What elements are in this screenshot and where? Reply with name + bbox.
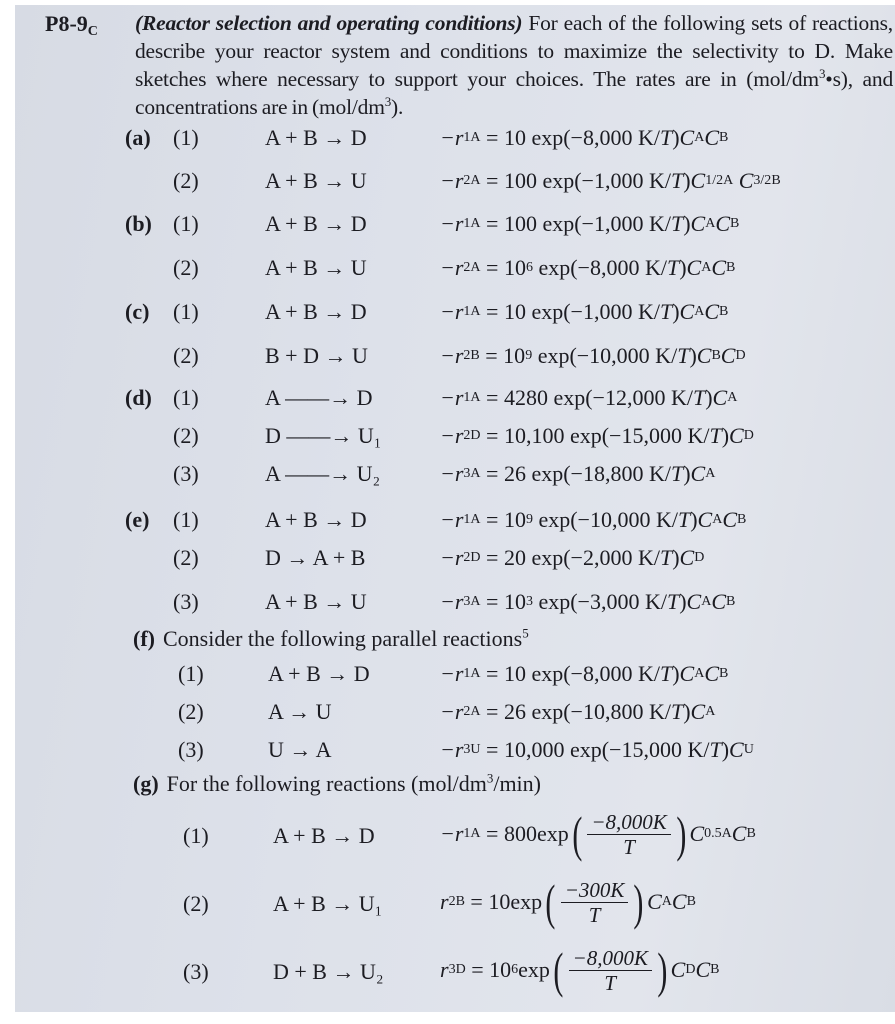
rate-term: −r [440, 737, 464, 762]
rate-term: 9 [525, 348, 533, 363]
problem-number: P8-9 [45, 11, 88, 36]
rate-term: = 10 [480, 255, 526, 280]
rate-term: ) [683, 211, 691, 236]
rate-term: C [690, 168, 706, 193]
reaction-equation: A + B → D [273, 823, 375, 848]
rate-term: 2D [463, 550, 481, 565]
rate-term: D [743, 428, 754, 443]
reaction-number: (2) [173, 423, 199, 448]
rate-term: C [731, 821, 747, 846]
reaction-number: (2) [173, 168, 199, 193]
rate-term: A [694, 666, 705, 681]
rate-term: −r [440, 423, 464, 448]
part-label: (d) [125, 385, 152, 410]
rate-term: = 10 exp(−8,000 K/ [480, 125, 660, 150]
rate-term: 3U [463, 742, 481, 757]
rate-law [440, 589, 735, 615]
rate-term: 6 [525, 260, 533, 275]
rate-term: B [726, 260, 736, 275]
reaction-equation: A + B → U₁ [273, 891, 383, 916]
fraction-denominator: T [623, 834, 635, 859]
rate-term: T [677, 343, 690, 368]
reaction-number: (2) [173, 545, 199, 570]
reaction-number: (1) [178, 661, 204, 686]
rate-term: 1A [463, 666, 481, 681]
rate-term: C [679, 545, 695, 570]
rate-term: C [697, 507, 713, 532]
rate-term: T [709, 737, 722, 762]
rate-term: A [727, 390, 738, 405]
rate-term: = 10 exp(−1,000 K/ [480, 299, 660, 324]
reaction-equation: U → A [268, 737, 332, 762]
rate-law [440, 168, 781, 194]
rate-term: ) [683, 699, 691, 724]
rate-term: ) [683, 461, 691, 486]
parenthesis: ) [633, 874, 644, 930]
rate-term: exp(−8,000 K/ [532, 255, 667, 280]
rate-term: = 4280 exp(−12,000 K/ [480, 385, 693, 410]
rate-term: T [670, 168, 684, 193]
parenthesis: ( [553, 942, 564, 998]
part-label: (b) [125, 211, 152, 236]
rate-term: C [720, 343, 736, 368]
reaction-equation: A ——→ D [265, 385, 373, 410]
rate-term: = 10,000 exp(−15,000 K/ [480, 737, 710, 762]
problem-intro [135, 9, 893, 121]
reaction-number: (1) [173, 385, 199, 410]
rate-term: 1A [463, 390, 481, 405]
rate-term: A [723, 173, 734, 188]
rate-term: 1A [463, 826, 481, 841]
rate-term: exp(−10,000 K/ [532, 343, 678, 368]
rate-term: C [712, 385, 728, 410]
rate-term: ) [672, 299, 680, 324]
rate-law [440, 699, 715, 725]
rate-term: B [730, 216, 740, 231]
rate-term: 2A [463, 173, 481, 188]
part-text: /min) [493, 771, 541, 796]
rate-term: ) [690, 507, 698, 532]
rate-term: T [659, 125, 673, 150]
intro-text: •s), and concentrations are in (mol/dm [135, 67, 894, 119]
fraction-numerator: −8,000K [569, 946, 652, 971]
reaction-equation: B + D → U [265, 343, 368, 368]
rate-term: C [729, 737, 744, 762]
reaction-number: (3) [173, 461, 199, 486]
reaction-number: (2) [173, 343, 199, 368]
reaction-number: (2) [183, 891, 209, 916]
rate-term: −r [440, 461, 464, 486]
rate-term: = 26 exp(−10,800 K/ [480, 699, 671, 724]
rate-term: −r [440, 211, 464, 236]
intro-sup: 3 [818, 65, 826, 81]
rate-term: B [737, 512, 747, 527]
reaction-number: (1) [173, 299, 199, 324]
rate-term: A [701, 260, 712, 275]
rate-term: T [666, 255, 680, 280]
rate-term: A [705, 216, 716, 231]
reaction-number: (3) [178, 737, 204, 762]
fraction [569, 946, 652, 995]
reaction-equation: A + B → D [265, 211, 367, 236]
rate-term: A [694, 130, 705, 145]
reaction-number: (2) [178, 699, 204, 724]
rate-term: A [694, 304, 705, 319]
rate-term: 3/2 [753, 173, 772, 188]
rate-term: ) [721, 737, 730, 762]
footnote-ref: 5 [522, 625, 529, 641]
reaction-number: (1) [173, 211, 199, 236]
rate-term: C [686, 589, 702, 614]
intro-text: For each of the following sets of reactions, describe your reactor system and conditions to maximize the selectivity to D. Make sketches where necessary to support your choices. The rates are in (mol/dm [135, 11, 893, 91]
rate-law [440, 211, 739, 237]
reaction-equation: A → U [268, 699, 332, 724]
rate-term: 3A [463, 466, 481, 481]
reaction-number: (2) [173, 255, 199, 280]
part-label: (e) [125, 507, 150, 532]
part-label: (g) [133, 771, 159, 796]
rate-term: exp(−3,000 K/ [532, 589, 667, 614]
rate-term: C [690, 461, 706, 486]
rate-term: 1A [463, 216, 481, 231]
rate-term: C [679, 299, 695, 324]
rate-term: −r [440, 299, 464, 324]
rate-term: 2A [463, 260, 481, 275]
part-g-heading [133, 771, 541, 797]
rate-term: −r [440, 168, 464, 193]
rate-term: 9 [525, 512, 533, 527]
rate-term: C [679, 125, 695, 150]
rate-term: A [661, 894, 672, 909]
parenthesis: ) [676, 806, 687, 862]
rate-term: = 100 exp(−1,000 K/ [480, 168, 671, 193]
rate-term: r [440, 889, 449, 914]
rate-term: ) [679, 255, 687, 280]
difficulty-level: C [87, 24, 98, 39]
rate-term: C [671, 889, 687, 914]
reaction-number: (3) [183, 959, 209, 984]
reaction-equation: D → A + B [265, 545, 366, 570]
rate-term: = 100 exp(−1,000 K/ [480, 211, 671, 236]
rate-term: T [659, 661, 673, 686]
rate-law [440, 874, 696, 930]
rate-term: C [722, 507, 738, 532]
reaction-equation: D + B → U₂ [273, 959, 384, 984]
fraction-numerator: −300K [561, 878, 629, 903]
rate-term: ) [672, 125, 680, 150]
rate-term: T [666, 589, 680, 614]
reaction-number: (1) [183, 823, 209, 848]
part-label: (c) [125, 299, 150, 324]
rate-law [440, 661, 728, 687]
rate-term: B [719, 666, 729, 681]
reaction-equation: A + B → D [265, 125, 367, 150]
rate-term: −r [440, 545, 464, 570]
rate-term: C [695, 957, 711, 982]
rate-term: −r [440, 343, 464, 368]
rate-term: C [686, 255, 702, 280]
rate-term: 2B [463, 348, 480, 363]
rate-term: −r [440, 507, 464, 532]
part-label: (f) [133, 626, 155, 651]
rate-term: U [743, 742, 754, 757]
rate-term: 3 [525, 594, 533, 609]
rate-term: −r [440, 821, 464, 846]
rate-term: T [692, 385, 706, 410]
rate-term: ) [679, 589, 687, 614]
part-text: For the following reactions (mol/dm [166, 771, 487, 796]
rate-term: C [733, 168, 754, 193]
rate-law [440, 255, 735, 281]
rate-term: T [709, 423, 722, 448]
rate-term: A [721, 826, 732, 841]
parenthesis: ) [657, 942, 668, 998]
rate-term: ) [689, 343, 697, 368]
rate-law [440, 545, 704, 571]
textbook-page [15, 5, 895, 1012]
rate-term: B [710, 962, 720, 977]
reaction-equation: A + B → U [265, 255, 367, 280]
problem-id [45, 11, 98, 40]
rate-term: T [659, 299, 673, 324]
rate-term: B [719, 304, 729, 319]
rate-law [440, 423, 754, 449]
rate-term: B [719, 130, 729, 145]
rate-term: 1A [463, 130, 481, 145]
rate-term: T [670, 211, 684, 236]
part-f-heading [133, 626, 529, 652]
rate-law [440, 299, 728, 325]
fraction [587, 810, 670, 859]
rate-law [440, 343, 746, 369]
rate-term: C [690, 211, 706, 236]
reaction-equation: A + B → U [265, 589, 367, 614]
rate-term: T [677, 507, 691, 532]
rate-law [440, 125, 728, 151]
reaction-number: (3) [173, 589, 199, 614]
rate-term: 1A [463, 512, 481, 527]
reaction-number: (1) [173, 125, 199, 150]
problem-title: (Reactor selection and operating conditions) [135, 11, 523, 35]
fraction [561, 878, 629, 927]
part-label: (a) [125, 125, 151, 150]
rate-term: ) [672, 661, 680, 686]
rate-law [440, 507, 746, 533]
rate-term: −r [440, 125, 464, 150]
rate-law [440, 737, 754, 763]
reaction-equation: A + B → D [265, 507, 367, 532]
rate-term: exp(−10,000 K/ [532, 507, 678, 532]
rate-term: r [440, 957, 449, 982]
rate-term: ) [721, 423, 730, 448]
rate-term: A [705, 704, 716, 719]
reaction-number: (1) [173, 507, 199, 532]
rate-term: ) [683, 168, 691, 193]
part-text: Consider the following parallel reactions [162, 626, 523, 651]
rate-term: exp [518, 957, 550, 982]
fraction-denominator: T [604, 970, 617, 995]
rate-term: 0.5 [704, 826, 722, 841]
reaction-equation: A + B → D [265, 299, 367, 324]
rate-term: = 10 [479, 343, 526, 368]
rate-term: C [690, 699, 706, 724]
rate-term: C [689, 821, 705, 846]
rate-term: ) [672, 545, 680, 570]
rate-term: = 10,100 exp(−15,000 K/ [480, 423, 710, 448]
rate-term: T [670, 461, 684, 486]
rate-term: C [715, 211, 731, 236]
rate-term: = 10 [480, 507, 526, 532]
intro-text: ). [391, 95, 404, 119]
reaction-equation: A + B → U [265, 168, 367, 193]
rate-term: A [701, 594, 712, 609]
rate-term: A [705, 466, 716, 481]
rate-term: 1/2 [705, 173, 724, 188]
rate-term: C [696, 343, 712, 368]
rate-term: ) [705, 385, 713, 410]
rate-term: C [704, 661, 720, 686]
rate-term: = 26 exp(−18,800 K/ [480, 461, 671, 486]
rate-law [440, 942, 720, 998]
reaction-equation: D ——→ U₁ [265, 423, 382, 448]
parenthesis: ( [545, 874, 556, 930]
rate-term: −r [440, 699, 464, 724]
rate-term: B [711, 348, 721, 363]
rate-term: 3A [463, 594, 481, 609]
rate-term: = 10exp [464, 889, 543, 914]
rate-term: −r [440, 589, 464, 614]
rate-term: C [704, 125, 720, 150]
rate-term: C [711, 589, 727, 614]
rate-term: B [686, 894, 696, 909]
rate-term: = 10 [480, 589, 526, 614]
reaction-equation: A ——→ U₂ [265, 461, 381, 486]
rate-term: 2A [463, 704, 481, 719]
rate-term: C [670, 957, 686, 982]
rate-law [440, 461, 715, 487]
rate-term: B [771, 173, 781, 188]
parenthesis: ( [572, 806, 583, 862]
rate-term: 2B [448, 894, 465, 909]
rate-term: −r [440, 255, 464, 280]
rate-term: = 10 exp(−8,000 K/ [480, 661, 660, 686]
rate-term: D [694, 550, 705, 565]
rate-term: D [735, 348, 746, 363]
rate-term: −r [440, 661, 464, 686]
rate-term: C [729, 423, 744, 448]
fraction-denominator: T [588, 902, 601, 927]
reaction-equation: A + B → D [268, 661, 370, 686]
rate-term: 1A [463, 304, 481, 319]
rate-term: D [685, 962, 696, 977]
rate-term: C [704, 299, 720, 324]
rate-term: = 800exp [480, 821, 569, 846]
rate-term: B [726, 594, 736, 609]
rate-term: T [659, 545, 673, 570]
rate-term: = 10 [465, 957, 512, 982]
rate-law [440, 385, 737, 411]
rate-term: B [746, 826, 756, 841]
rate-term: = 20 exp(−2,000 K/ [480, 545, 660, 570]
rate-term: 3D [448, 962, 466, 977]
rate-term: A [712, 512, 723, 527]
rate-term: −r [440, 385, 464, 410]
fraction-numerator: −8,000K [587, 810, 670, 835]
rate-term: 2D [463, 428, 481, 443]
rate-term: C [679, 661, 695, 686]
rate-term: T [670, 699, 684, 724]
units-sup: 3 [486, 770, 494, 786]
rate-term: C [711, 255, 727, 280]
intro-sup: 3 [384, 93, 392, 109]
rate-law [440, 806, 756, 862]
rate-term: 6 [511, 962, 519, 977]
rate-term: C [647, 889, 662, 914]
